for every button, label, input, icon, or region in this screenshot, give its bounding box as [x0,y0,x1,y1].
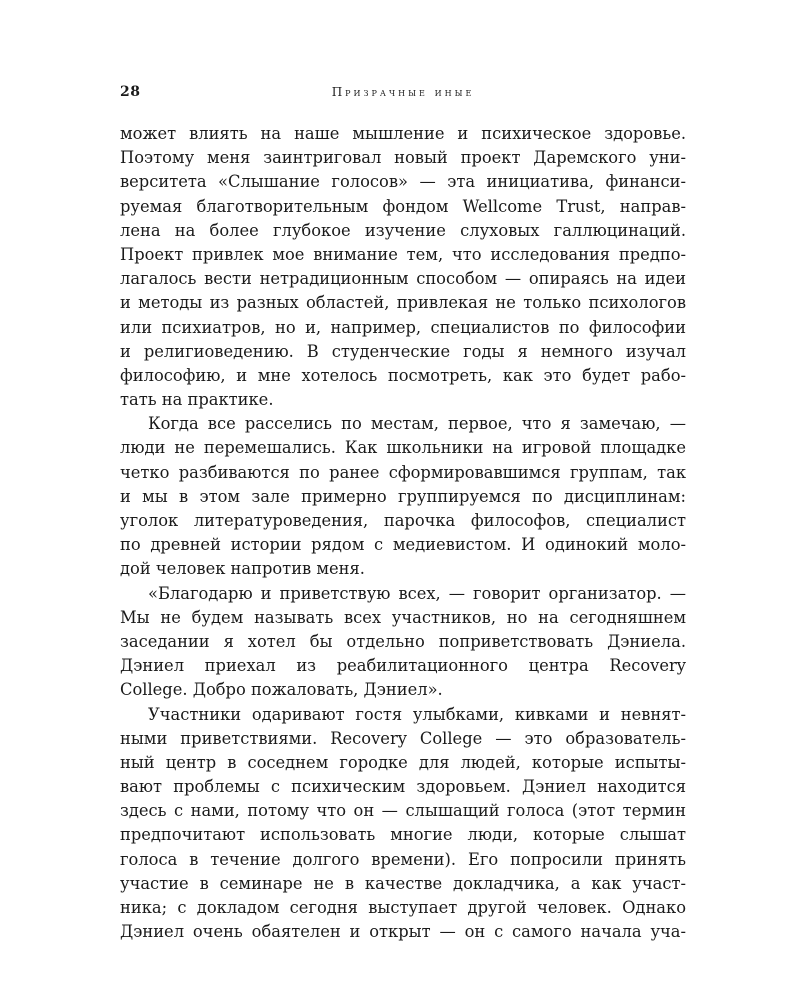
paragraph [120,412,686,581]
text-line: руемая благотворительным фондом Wellcome Trust, направ- [120,196,686,216]
running-title: Призрачные иные [331,85,475,99]
text-line: может влиять на наше мышление и психическое здоровье. [120,124,686,143]
book-page [120,84,686,944]
text-line: и религиоведению. В студенческие годы я немного изучал [120,341,686,361]
text-line: дой человек напротив меня. [120,559,365,579]
text-line: четко разбиваются по ранее сформировавшимся группам, так [120,462,686,482]
text-line: ника; с докладом сегодня выступает другой человек. Однако [120,898,686,917]
text-line: люди не перемешались. Как школьники на игровой площадке [120,438,686,458]
paragraph [120,122,686,412]
text-line: вают проблемы с психическим здоровьем. Дэниел находится [120,777,686,797]
text-line: участие в семинаре не в качестве докладчика, а как участ- [120,873,686,893]
text-line: Мы не будем называть всех участников, но на сегодняшнем [120,607,686,627]
text-line: Дэниел приехал из реабилитационного центра Recovery [120,656,686,676]
paragraph [120,703,686,945]
text-line: Дэниел очень обаятелен и открыт — он с самого начала уча- [120,922,686,942]
text-line: по древней истории рядом с медиевистом. И одинокий моло- [120,535,686,555]
text-line: «Благодарю и приветствую всех, — говорит организатор. — [148,583,686,603]
text-line: College. Добро пожаловать, Дэниел». [120,680,443,700]
page-number: 28 [120,84,141,100]
text-line: лагалось вести нетрадиционным способом — опираясь на идеи [120,269,686,289]
text-line: Проект привлек мое внимание тем, что исследования предпо- [120,244,686,264]
text-line: Участники одаривают гостя улыбками, кивками и невнят- [148,704,686,724]
text-line: Поэтому меня заинтриговал новый проект Даремского уни- [120,148,686,168]
text-line: заседании я хотел бы отдельно поприветствовать Дэниела. [120,631,686,651]
body-text [120,122,686,944]
text-line: ными приветствиями. Recovery College — это образователь- [120,728,686,748]
paragraph [120,582,686,703]
text-line: тать на практике. [120,390,274,410]
text-line: предпочитают использовать многие люди, которые слышат [120,825,686,845]
text-line: и мы в этом зале примерно группируемся по дисциплинам: [120,486,686,506]
text-line: или психиатров, но и, например, специалистов по философии [120,317,686,337]
text-line: верситета «Слышание голосов» — эта инициатива, финанси- [120,172,686,192]
running-head [120,84,686,108]
text-line: философию, и мне хотелось посмотреть, как это будет рабо- [120,365,686,385]
text-line: лена на более глубокое изучение слуховых галлюцинаций. [120,220,686,240]
text-line: Когда все расселись по местам, первое, что я замечаю, — [148,414,686,434]
text-line: голоса в течение долгого времени). Его попросили принять [120,849,686,869]
text-line: здесь с нами, потому что он — слышащий голоса (этот термин [120,801,686,821]
text-line: уголок литературоведения, парочка философов, специалист [120,511,686,530]
text-line: и методы из разных областей, привлекая не только психологов [120,293,686,313]
text-line: ный центр в соседнем городке для людей, которые испыты- [120,752,686,772]
